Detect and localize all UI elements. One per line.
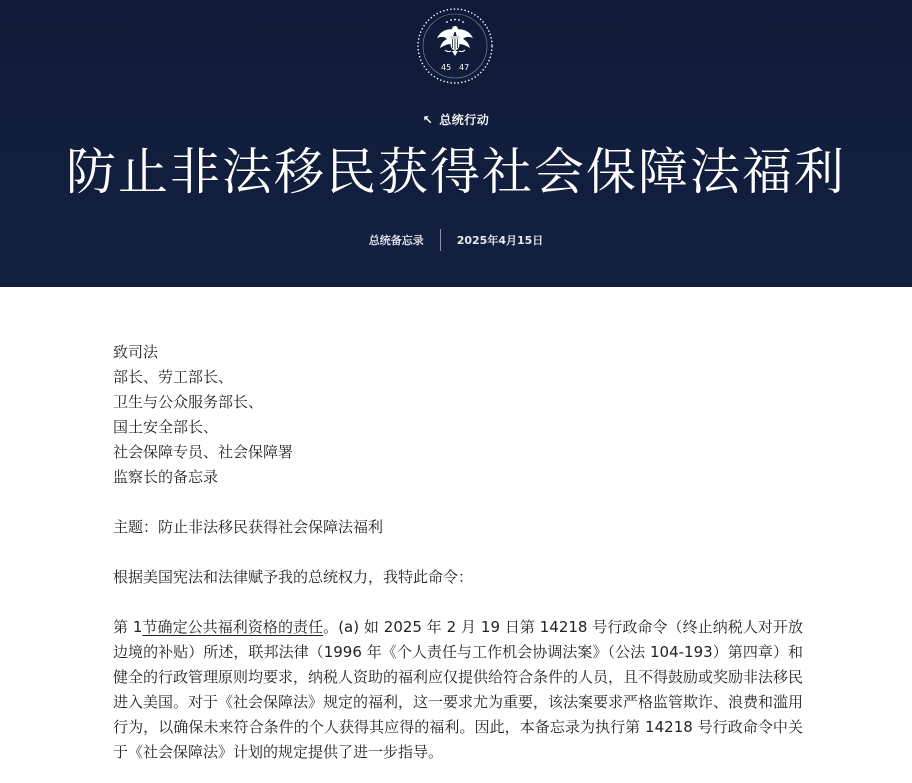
- seal-number-right: 47: [459, 63, 470, 72]
- page-title: 防止非法移民获得社会保障法福利: [66, 143, 846, 201]
- section-1-text: 。(a) 如 2025 年 2 月 19 日第 14218 号行政命令（终止纳税人对开放边境的补贴）所述，联邦法律（1996 年《个人责任与工作机会协调法案》（公法 104-193）第四章）和健全的行政管理原则均要求，纳税人资助的福利应仅提供给符合条件的人员，且不得鼓励或奖励非法移民进入美国。对于《社会保障法》规定的福利，这一要求尤为重要，该法案要求严格监管欺诈、浪费和滥用行为，以确保未来符合条件的个人获得其应得的福利。因此，本备忘录为执行第 14218 号行政命令中关于《社会保障法》计划的规定提供了进一步指导。: [113, 618, 804, 761]
- addressee-line: 卫生与公众服务部长、: [113, 393, 264, 411]
- document-meta: [0, 229, 912, 251]
- addressee-line: 部长、劳工部长、: [113, 368, 234, 386]
- meta-divider: [440, 229, 441, 251]
- addressee-line: 致司法: [113, 343, 159, 361]
- hero-banner: [0, 0, 912, 287]
- seal-number-left: 45: [441, 63, 452, 72]
- memo-subject: 主题：防止非法移民获得社会保障法福利: [113, 518, 384, 536]
- section-1-paragraph: [113, 615, 803, 765]
- addressee-line: 社会保障专员、社会保障署: [113, 443, 294, 461]
- addressee-line: 监察长的备忘录: [113, 468, 219, 486]
- addressee-line: 国土安全部长、: [113, 418, 219, 436]
- document-date: 2025年4月15日: [456, 234, 544, 247]
- presidential-seal-icon: [415, 6, 495, 86]
- category-label: 总统行动: [439, 113, 490, 127]
- memorandum-body: [113, 340, 803, 765]
- addressee-block: [113, 340, 803, 490]
- section-1-heading: 节确定公共福利资格的责任: [142, 618, 324, 636]
- arrow-up-left-icon: ↖: [422, 112, 434, 127]
- category-link[interactable]: [0, 111, 912, 128]
- authority-statement: 根据美国宪法和法律赋予我的总统权力，我特此命令：: [113, 568, 474, 586]
- section-1-prefix: 第 1: [113, 618, 143, 636]
- document-type: 总统备忘录: [368, 234, 424, 247]
